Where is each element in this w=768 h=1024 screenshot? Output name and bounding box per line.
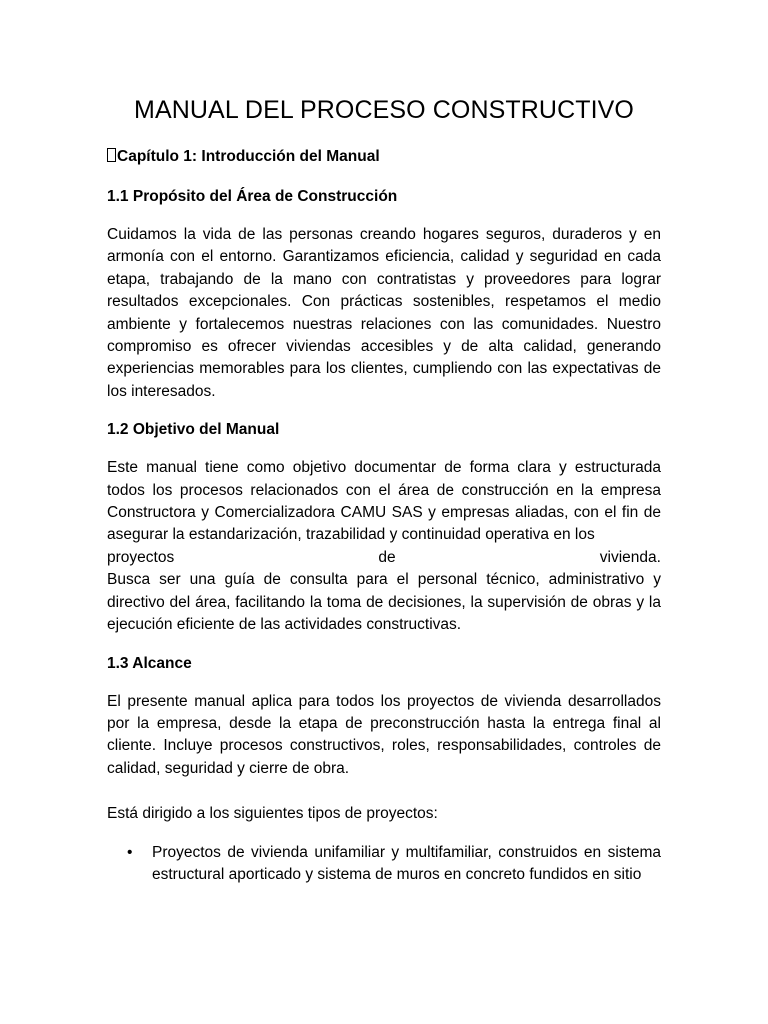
chapter-heading: [107, 146, 661, 168]
section-intro-1-3: Está dirigido a los siguientes tipos de proyectos:: [107, 805, 438, 823]
document-title: MANUAL DEL PROCESO CONSTRUCTIVO: [134, 96, 634, 124]
section-paragraph-1-2: Este manual tiene como objetivo documentar de forma clara y estructurada todos los procesos relacionados con el área de construcción en la empresa Constructora y Comercializadora CAMU SAS y empresas aliadas, con el fin de asegurar la estandarización, trazabilidad y continuidad operativa en los: [107, 459, 661, 544]
bullet-icon: •: [127, 843, 133, 861]
chapter-heading-text: Capítulo 1: Introducción del Manual: [117, 148, 380, 165]
section-heading-1-2: 1.2 Objetivo del Manual: [107, 421, 280, 439]
missing-glyph-icon: [107, 148, 116, 162]
blank-line: [107, 780, 661, 803]
list-item-text: Proyectos de vivienda unifamiliar y multifamiliar, construidos en sistema estructural aporticado y sistema de muros en concreto fundidos en sitio: [152, 843, 661, 883]
section-paragraph-1-2-b: Busca ser una guía de consulta para el personal técnico, administrativo y directivo del área, facilitando la toma de decisiones, la supervisión de obras y la ejecución eficiente de las actividades constructivas.: [107, 571, 661, 634]
justified-line: [107, 547, 661, 569]
section-paragraph-1-3: El presente manual aplica para todos los proyectos de vivienda desarrollados por la empresa, desde la etapa de preconstrucción hasta la entrega final al cliente. Incluye procesos constructivos, roles, responsabilidades, controles de calidad, seguridad y cierre de obra.: [107, 692, 661, 777]
section-heading-1-3: 1.3 Alcance: [107, 654, 192, 672]
project-types-list: [107, 842, 661, 887]
spread-word-3: vivienda.: [599, 548, 661, 566]
section-heading-1-1: 1.1 Propósito del Área de Construcción: [107, 188, 398, 205]
spread-word-1: proyectos: [107, 548, 175, 566]
section-paragraph-1-1: Cuidamos la vida de las personas creando hogares seguros, duraderos y en armonía con el entorno. Garantizamos eficiencia, calidad y seguridad en cada etapa, trabajando de la mano con contratistas y proveedores para lograr resultados excepcionales. Con prácticas sostenibles, respetamos el medio ambiente y fortalecemos nuestras relaciones con las comunidades. Nuestro compromiso es ofrecer viviendas accesibles y de alta calidad, generando experiencias memorables para los clientes, cumpliendo con las expectativas de los interesados.: [107, 226, 661, 400]
spread-word-2: de: [378, 548, 396, 566]
list-item: [107, 842, 661, 887]
